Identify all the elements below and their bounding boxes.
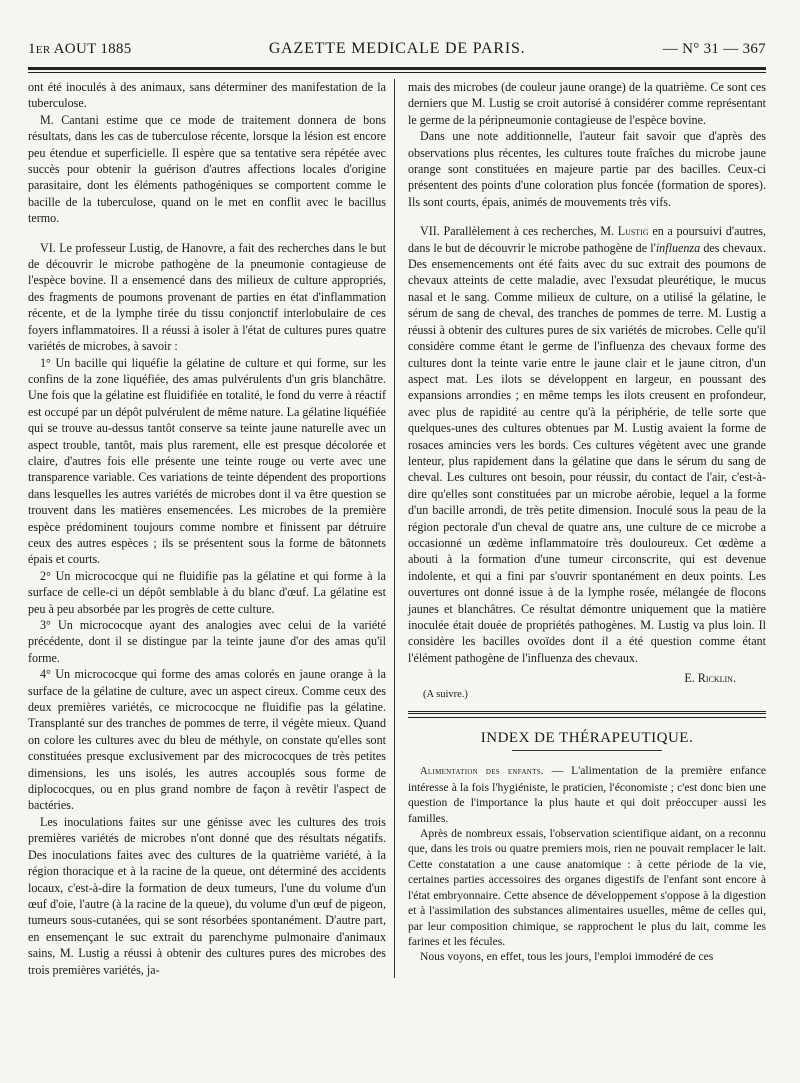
paragraph: Les inoculations faites sur une génisse avec les cultures des trois premières variétés de microbes n'ont donné que des résultats négatifs. Des inoculations faites avec des cultures de la quatrième variété, à la région thoracique et à la racine de la queue, ont déterminé des accidents locaux, c'est-à-dire la formation de deux tumeurs, l'une du volume d'un œuf d'oie, l'autre (à la racine de la queue), du volume d'un œuf de pigeon, tumeurs sous-cutanées, qui se sont résorbées spontanément. D'autre part, en ensemençant le suc extrait du parenchyme pulmonaire d'animaux sains, M. Lustig a réussi à obtenir des cultures pures des microbes des trois premières variétés, ja- [28, 814, 386, 977]
index-section [408, 730, 766, 965]
text-run: — L'alimentation de la première enfance intéresse à la fois l'hygiéniste, le praticien, l'économiste ; c'est donc bien une question de l'importance la plus haute et qui doit préoccuper aussi les familles. [407, 764, 766, 825]
paragraph: 3° Un micrococque ayant des analogies avec celui de la variété précédente, dont il se distingue par la teinte jaune d'or des amas qu'il forme. [28, 618, 386, 665]
section-title: INDEX DE THÉRAPEUTIQUE. [480, 730, 694, 747]
italic-term: influenza [655, 240, 701, 255]
text-run: VII. Parallèlement à ces recherches, M. [419, 224, 618, 239]
title-underline [512, 750, 662, 751]
text-run: des chevaux. Des ensemencements ont été faits avec du suc extrait des poumons de chevaux atteints de cette maladie, avec l'exsudat pleurétique, le mucus nasal et le sang. Comme milieux de culture, on a utilisé la gélatine, le sérum de sang de cheval, des tranches de pommes de terre. M. Lustig a réussi à obtenir des cultures pures de six variétés de microbes. Celle qu'il considère comme étant le germe de l'influenza des chevaux forme des cultures dont la teinte varie entre le jaune clair et le jaune citron, d'un aspect mat. Les ilots se développent en largeur, en poussant des expansions arrondies ; en même temps les ilots creusent en profondeur, avec plus de rapidité au centre qu'à la périphérie, de telle sorte que quelques-unes des cultures obtenues par M. Lustig avaient la forme de rosaces amincies vers les bords. Ces cultures végètent avec une grande lenteur, plus rapidement dans la gélatine que dans le sérum du sang de cheval. Les cultures ont besoin, pour réussir, du contact de l'air, c'est-à-dire qu'elles sont constituées par un microbe aérobie, lequel a la forme d'un bacille arrondi, de très petite dimension. Inoculé sous la peau de la région pectorale d'un cheval de quatre ans, une culture de ce microbe a occasionné un œdème inflammatoire très douloureux. Cet œdème a abouti à la formation d'une tumeur circonscrite, qui est devenue indolente, et qui a fini par s'ouvrir spontanément en deux points. Les ouvertures ont donné issue à de la lymphe rosée, mélangée de flocons jaunes et blanchâtres. Ce résultat démontre uniquement que la matière inoculée était douée de propriétés pathogènes. M. Lustig va plus loin. Il considère les bacilles ovoïdes dont il a été question comme étant l'élément pathogène de l'influenza des chevaux. [407, 240, 766, 665]
header-rule [28, 67, 766, 73]
paragraph: Après de nombreux essais, l'observation scientifique aidant, on a reconnu que, dans les trois ou quatre premiers mois, rien ne pouvait remplacer le lait. Cette constatation a une cause anatomique : à cette période de la vie, certaines parties accessoires des organes digestifs de l'enfant sont encore à l'état embryonnaire. Cette absence de développement s'oppose à la digestion et à l'assimilation des substances alimentaires usuelles, même de celles qui, par leur composition chimique, se rapprochent le plus du lait, comme les farines et les fécules. [407, 827, 766, 948]
issue-date: 1er AOUT 1885 [28, 41, 132, 57]
paragraph: ont été inoculés à des animaux, sans déterminer des manifestation de la tuberculose. [28, 80, 386, 111]
paragraph [408, 763, 766, 826]
paragraph: 1° Un bacille qui liquéfie la gélatine de culture et qui forme, sur les confins de la zone liquéfiée, des amas pulvérulents d'un gris blanchâtre. Une fois que la gélatine est fluidifiée en totalité, le fond du verre à réactif est occupé par un dépôt pulvérulent de même nature. La gélatine liquéfiée qui se trouve au-dessus tantôt conserve sa teinte jaune naturelle avec un aspect trouble, tantôt, mais plus rarement, elle est presque décolorée et claire, d'autres fois elle présente une teinte rouge ou verte avec une transparence variable. Ces variations de teinte dépendent des proportions dans lesquelles les autres variétés de microbes dont il va être question se trouvent dans les matières ensemencées. Les microbes de la première espèce prédominent toujours comme nombre et finissent par détruire ceux des autres espèces ; ils se présentent sous la forme de bâtonnets épais et courts. [28, 355, 386, 567]
lead-in: Alimentation des enfants. [419, 766, 544, 778]
right-column [403, 79, 766, 978]
paragraph: VI. Le professeur Lustig, de Hanovre, a fait des recherches dans le but de découvrir le microbe pathogène de la pneumonie contagieuse de l'espèce bovine. Il a ensemencé dans des milieux de culture appropriés, des fragments de poumons provenant de parties en état d'inflammation récente, et de la lymphe tirée du tissu conjonctif interlobulaire de ces foyers inflammatoires. Il a réussi à isoler à l'état de cultures pures quatre variétés de microbes, à savoir : [28, 240, 386, 354]
page-header [28, 40, 766, 62]
journal-title: GAZETTE MEDICALE DE PARIS. [268, 40, 526, 57]
paragraph: Dans une note additionnelle, l'auteur fait savoir que d'après des observations plus récentes, les cultures toute fraîches du microbe jaune orange sont constituées en majeure partie par des bacilles. Ceux-ci présentent des points d'une coloration plus foncée (formation de spores). Ils sont courts, épais, animés de mouvements très vifs. [407, 129, 766, 209]
paragraph: Nous voyons, en effet, tous les jours, l'emploi immodéré de ces [419, 950, 714, 964]
page-number: — N° 31 — 367 [662, 41, 766, 57]
section-rule [408, 711, 766, 718]
paragraph [408, 223, 766, 666]
to-be-continued: (A suivre.) [422, 688, 468, 700]
signature: E. Ricklin. [684, 671, 736, 686]
column-divider [394, 79, 395, 978]
left-column [28, 79, 394, 978]
text-columns [28, 79, 766, 978]
paragraph: mais des microbes (de couleur jaune orange) de la quatrième. Ce sont ces derniers que M. Lustig se croit autorisé à considérer comme représentant le germe de la péripneumonie contagieuse de l'espèce bovine. [407, 80, 766, 127]
paragraph: M. Cantani estime que ce mode de traitement donnera de bons résultats, dans les cas de tuberculose récente, lorsque la lésion est encore peu étendue et superficielle. Il espère que sa tentative sera répétée avec succès pour obtenir la guérison d'autres affections locales d'origine parasitaire, dont les éléments pathogéniques se comportent comme le bacille de la tuberculose, quand on le met en conflit avec le bacillus termo. [28, 112, 386, 226]
paragraph: 4° Un micrococque qui forme des amas colorés en jaune orange à la surface de la gélatine de culture, avec un aspect cireux. Comme ceux des deux premières variétés, ce micrococque ne fluidifie pas la gélatine. Transplanté sur des tranches de pommes de terre, il végète mieux. Quand on colore les cultures avec du bleu de méthyle, on constate qu'elles sont constituées presque exclusivement par des micrococques de très petites dimensions, les uns isolés, les autres accouplés sous forme de diplococques, ou en plus grand nombre de façon à revêtir l'aspect de bactéries. [28, 667, 386, 813]
text-run: en a poursuivi d'autres, dans le but de découvrir le microbe pathogène de l' [407, 224, 766, 255]
paragraph: 2° Un micrococque qui ne fluidifie pas la gélatine et qui forme à la surface de celle-ci un dépôt semblable à du blanc d'œuf. La gélatine est peu à peu absorbée par les progrès de cette culture. [28, 568, 386, 616]
author-name: Lustig [617, 224, 649, 239]
